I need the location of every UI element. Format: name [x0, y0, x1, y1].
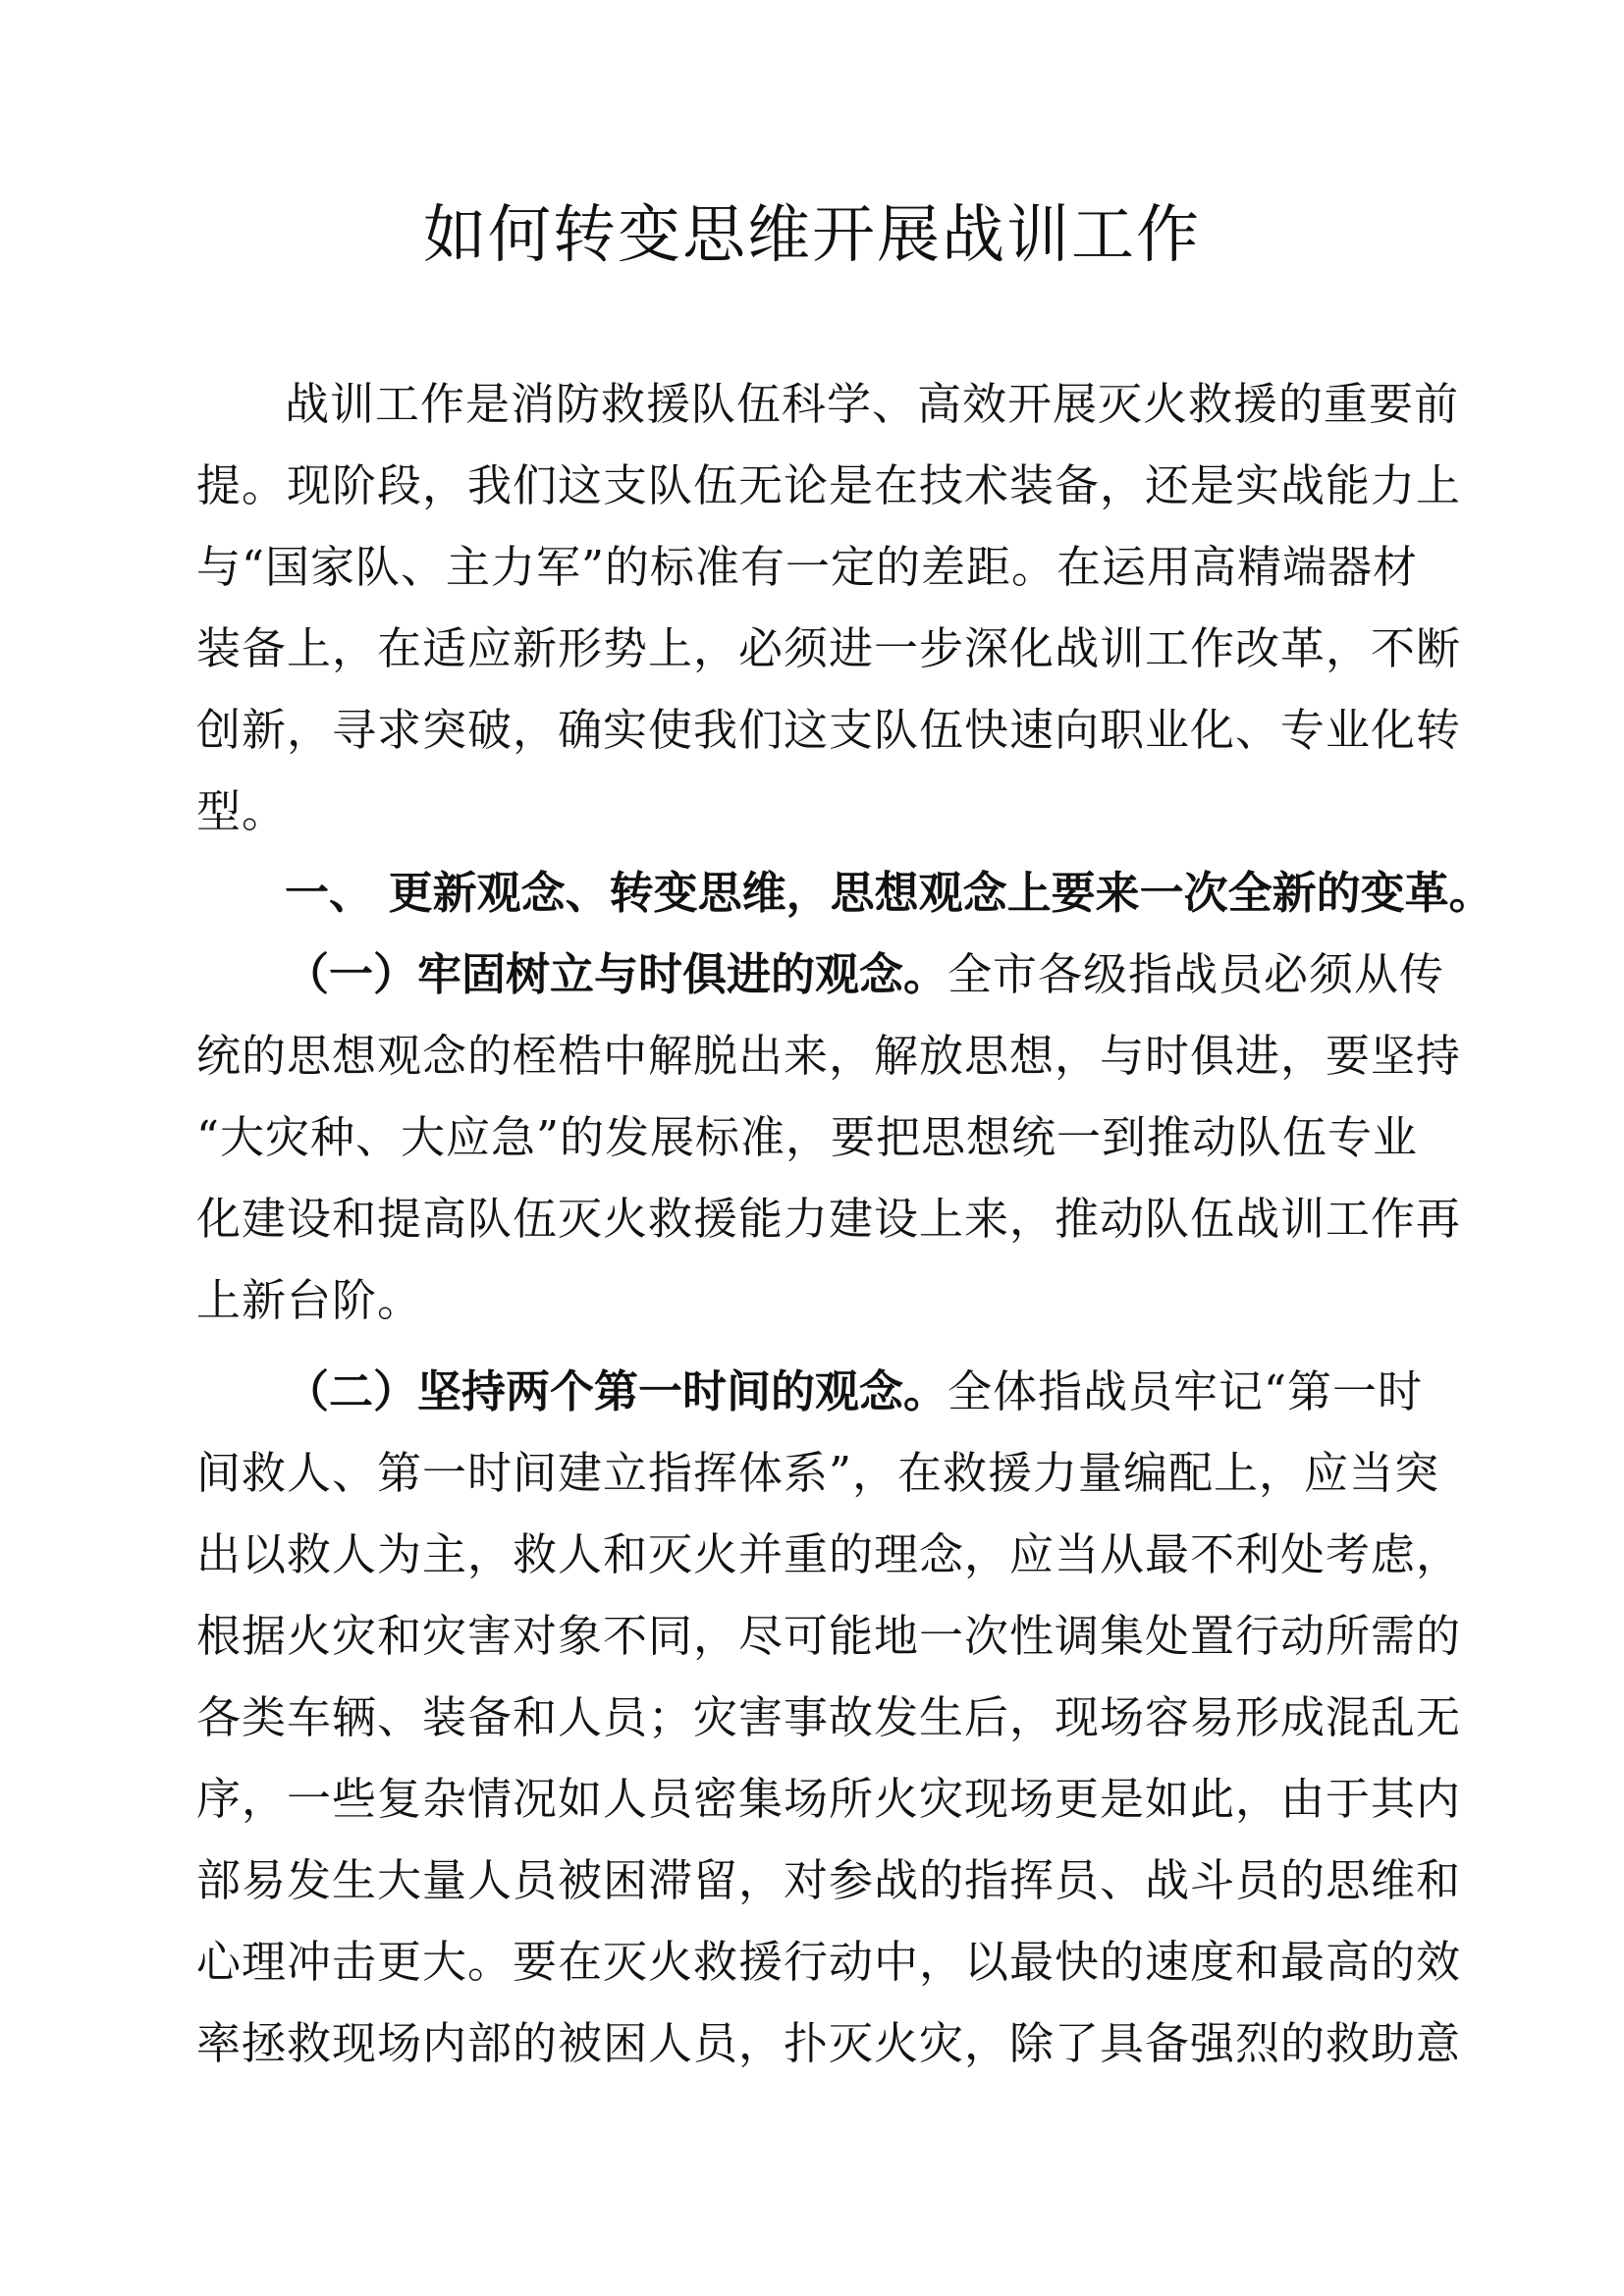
- paragraph-line: 战训工作是消防救援队伍科学、高效开展灭火救援的重要前: [285, 378, 1460, 430]
- paragraph-line: 心理冲击更大。要在灭火救援行动中，以最快的速度和最高的效: [196, 1936, 1462, 1988]
- paragraph-line: 率拯救现场内部的被困人员，扑灭火灾，除了具备强烈的救助意: [196, 2017, 1462, 2069]
- subsection-heading: （一）牢固树立与时俱进的观念。: [285, 948, 948, 1000]
- subsection-heading: （二）坚持两个第一时间的观念。: [285, 1365, 948, 1417]
- paragraph-line: 根据火灾和灾害对象不同，尽可能地一次性调集处置行动所需的: [196, 1610, 1462, 1662]
- paragraph-line: 装备上，在适应新形势上，必须进一步深化战训工作改革，不断: [196, 622, 1462, 674]
- paragraph-line: “大灾种、大应急”的发展标准，要把思想统一到推动队伍专业: [196, 1111, 1419, 1163]
- paragraph-line: 出以救人为主，救人和灭火并重的理念，应当从最不利处考虑，: [196, 1528, 1462, 1580]
- paragraph-line: 创新，寻求突破，确实使我们这支队伍快速向职业化、专业化转: [196, 704, 1462, 756]
- paragraph-line: 型。: [196, 785, 288, 837]
- paragraph-line: 上新台阶。: [196, 1274, 423, 1326]
- subsection-1-paragraph: [196, 934, 1462, 1341]
- paragraph-line: 部易发生大量人员被困滞留，对参战的指挥员、战斗员的思维和: [196, 1854, 1462, 1906]
- paragraph-line: 提。现阶段，我们这支队伍无论是在技术装备，还是实战能力上: [196, 459, 1462, 511]
- document-title: 如何转变思维开展战训工作: [423, 199, 1201, 272]
- section-heading: 一、 更新观念、转变思维，思想观念上要来一次全新的变革。: [285, 867, 1493, 919]
- paragraph-line: 统的思想观念的桎梏中解脱出来，解放思想，与时俱进，要坚持: [196, 1030, 1462, 1082]
- document-body: [196, 363, 1493, 2084]
- paragraph-line: [196, 1351, 1428, 1432]
- paragraph-gap: [196, 1341, 1428, 1351]
- paragraph-line: 化建设和提高队伍灭火救援能力建设上来，推动队伍战训工作再: [196, 1193, 1462, 1245]
- subsection-2-paragraph: [196, 1351, 1462, 2084]
- paragraph-text: 全市各级指战员必须从传: [947, 948, 1445, 1000]
- intro-paragraph: [196, 363, 1462, 852]
- paragraph-text: 全体指战员牢记“第一时: [947, 1365, 1424, 1417]
- paragraph-line: [196, 934, 1445, 1015]
- paragraph-line: 间救人、第一时间建立指挥体系”，在救援力量编配上，应当突: [196, 1447, 1440, 1499]
- paragraph-line: 序，一些复杂情况如人员密集场所火灾现场更是如此，由于其内: [196, 1773, 1462, 1825]
- paragraph-line: 各类车辆、装备和人员；灾害事故发生后，现场容易形成混乱无: [196, 1691, 1462, 1743]
- paragraph-line: 与“国家队、主力军”的标准有一定的差距。在运用高精端器材: [196, 541, 1419, 593]
